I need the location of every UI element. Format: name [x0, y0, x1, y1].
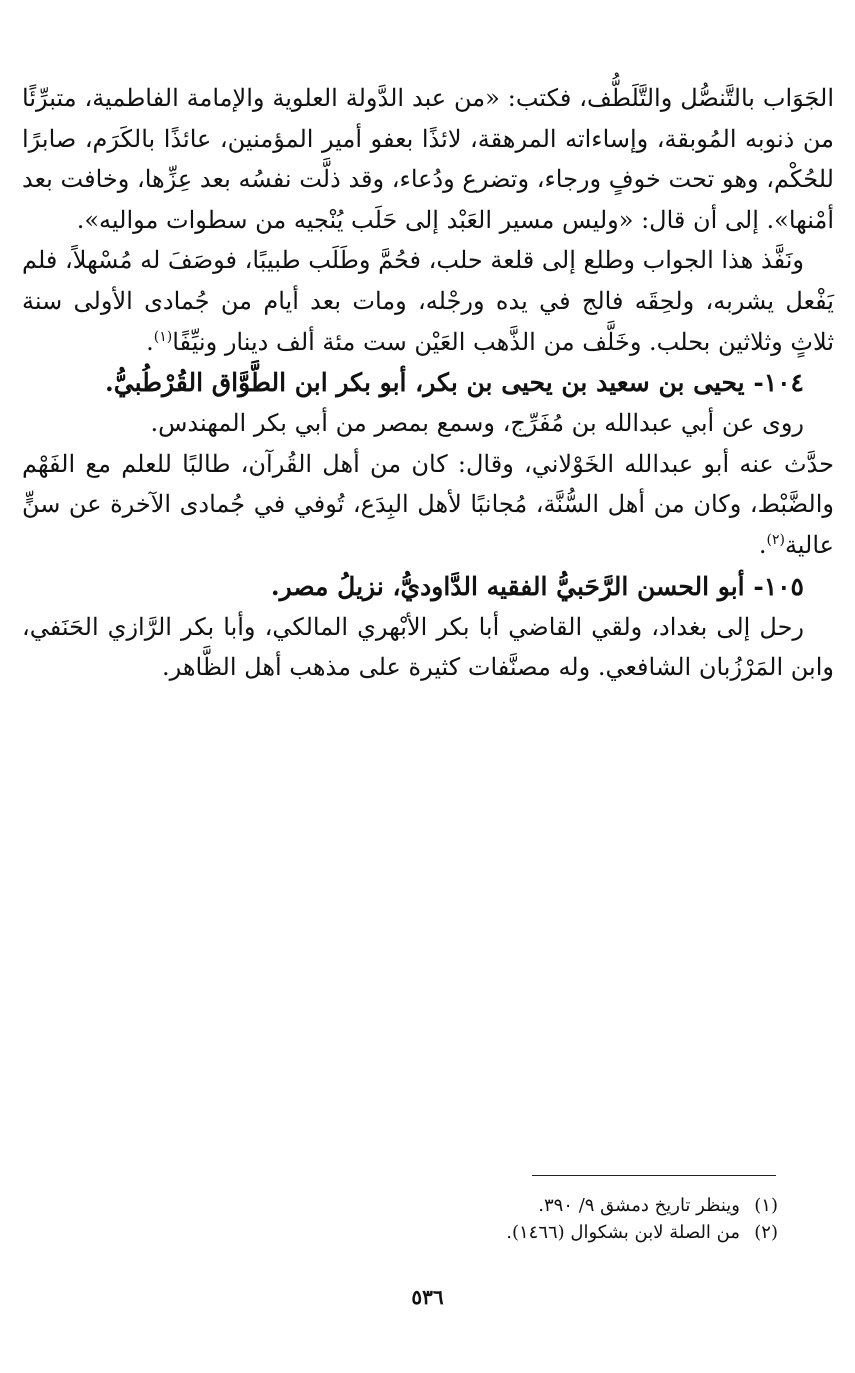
entry-105-heading: ١٠٥- أبو الحسن الرَّحَبيُّ الفقيه الدَّاوديُّ، نزيلُ مصر.: [270, 571, 804, 601]
footnote-ref-2: (٢): [766, 531, 785, 548]
entry-104-line2: [22, 444, 834, 566]
entry-104-line2-text: حدَّث عنه أبو عبدالله الخَوْلاني، وقال: كان من أهل القُرآن، طالبًا للعلم مع الفَهْم والضَّبْط، وكان من أهل السُّنَّة، مُجانبًا لأهل البِدَع، تُوفي في جُمادى الآخرة عن سنٍّ عالية: [22, 449, 834, 559]
footnote-divider: [532, 1175, 776, 1176]
entry-104-heading: ١٠٤- يحيى بن سعيد بن يحيى بن بكر، أبو بكر ابن الطَّوَّاق القُرْطُبيُّ.: [105, 368, 804, 398]
paragraph-death-end: .: [146, 327, 154, 356]
paragraph-letter: الجَوَاب بالتَّنصُّل والتَّلَطُّف، فكتب: «من عبد الدَّولة العلوية والإمامة الفاطمية، متبرِّئًا من ذنوبه المُوبقة، وإساءاته المرهقة، لائذًا بعفو أمير المؤمنين، عائذًا بالكَرَم، صابرًا للحُكْم، وهو تحت خوفٍ ورجاء، وتضرع ودُعاء، وقد ذلَّت نفسُه بعد عِزِّها، وخافت بعد أمْنها». إلى أن قال: «وليس مسير العَبْد إلى حَلَب يُنْجيه من سطوات مواليه».: [22, 84, 835, 234]
footnote-1-text: وينظر تاريخ دمشق ٩/ ٣٩٠.: [538, 1195, 740, 1216]
paragraph-death-text: ونَفَّذ هذا الجواب وطلع إلى قلعة حلب، فحُمَّ وطَلَب طبيبًا، فوصَفَ له مُسْهلاً، فلم يَفْعل يشربه، ولحِقَه فالج في يده ورجْله، ومات بعد أيام من جُمادى الأولى سنة ثلاثٍ وثلاثين بحلب. وخَلَّف من الذَّهب العَيْن ست مئة ألف دينار ونيِّفًا: [22, 246, 834, 356]
entry-104-line2-end: .: [758, 530, 767, 559]
entry-104-line1: روى عن أبي عبدالله بن مُفَرِّج، وسمع بمصر من أبي بكر المهندس.: [150, 409, 804, 438]
page-number: ٥٣٦: [411, 1285, 444, 1309]
footnote-ref-1: (١): [153, 328, 173, 345]
footnote-2-number: (٢): [754, 1222, 778, 1243]
footnote-2-text: من الصلة لابن بشكوال (١٤٦٦).: [506, 1222, 740, 1243]
footnote-1: [200, 1192, 778, 1219]
footnotes: [200, 1192, 778, 1246]
footnote-2: [200, 1219, 778, 1246]
page-body: [22, 78, 834, 688]
footnote-1-number: (١): [754, 1195, 778, 1216]
paragraph-death: [22, 240, 834, 362]
entry-105-text: رحل إلى بغداد، ولقي القاضي أبا بكر الأبْهري المالكي، وأبا بكر الرَّازي الحَنَفي، وابن المَرْزُبان الشافعي. وله مصنَّفات كثيرة على مذهب أهل الظَّاهر.: [22, 612, 834, 682]
